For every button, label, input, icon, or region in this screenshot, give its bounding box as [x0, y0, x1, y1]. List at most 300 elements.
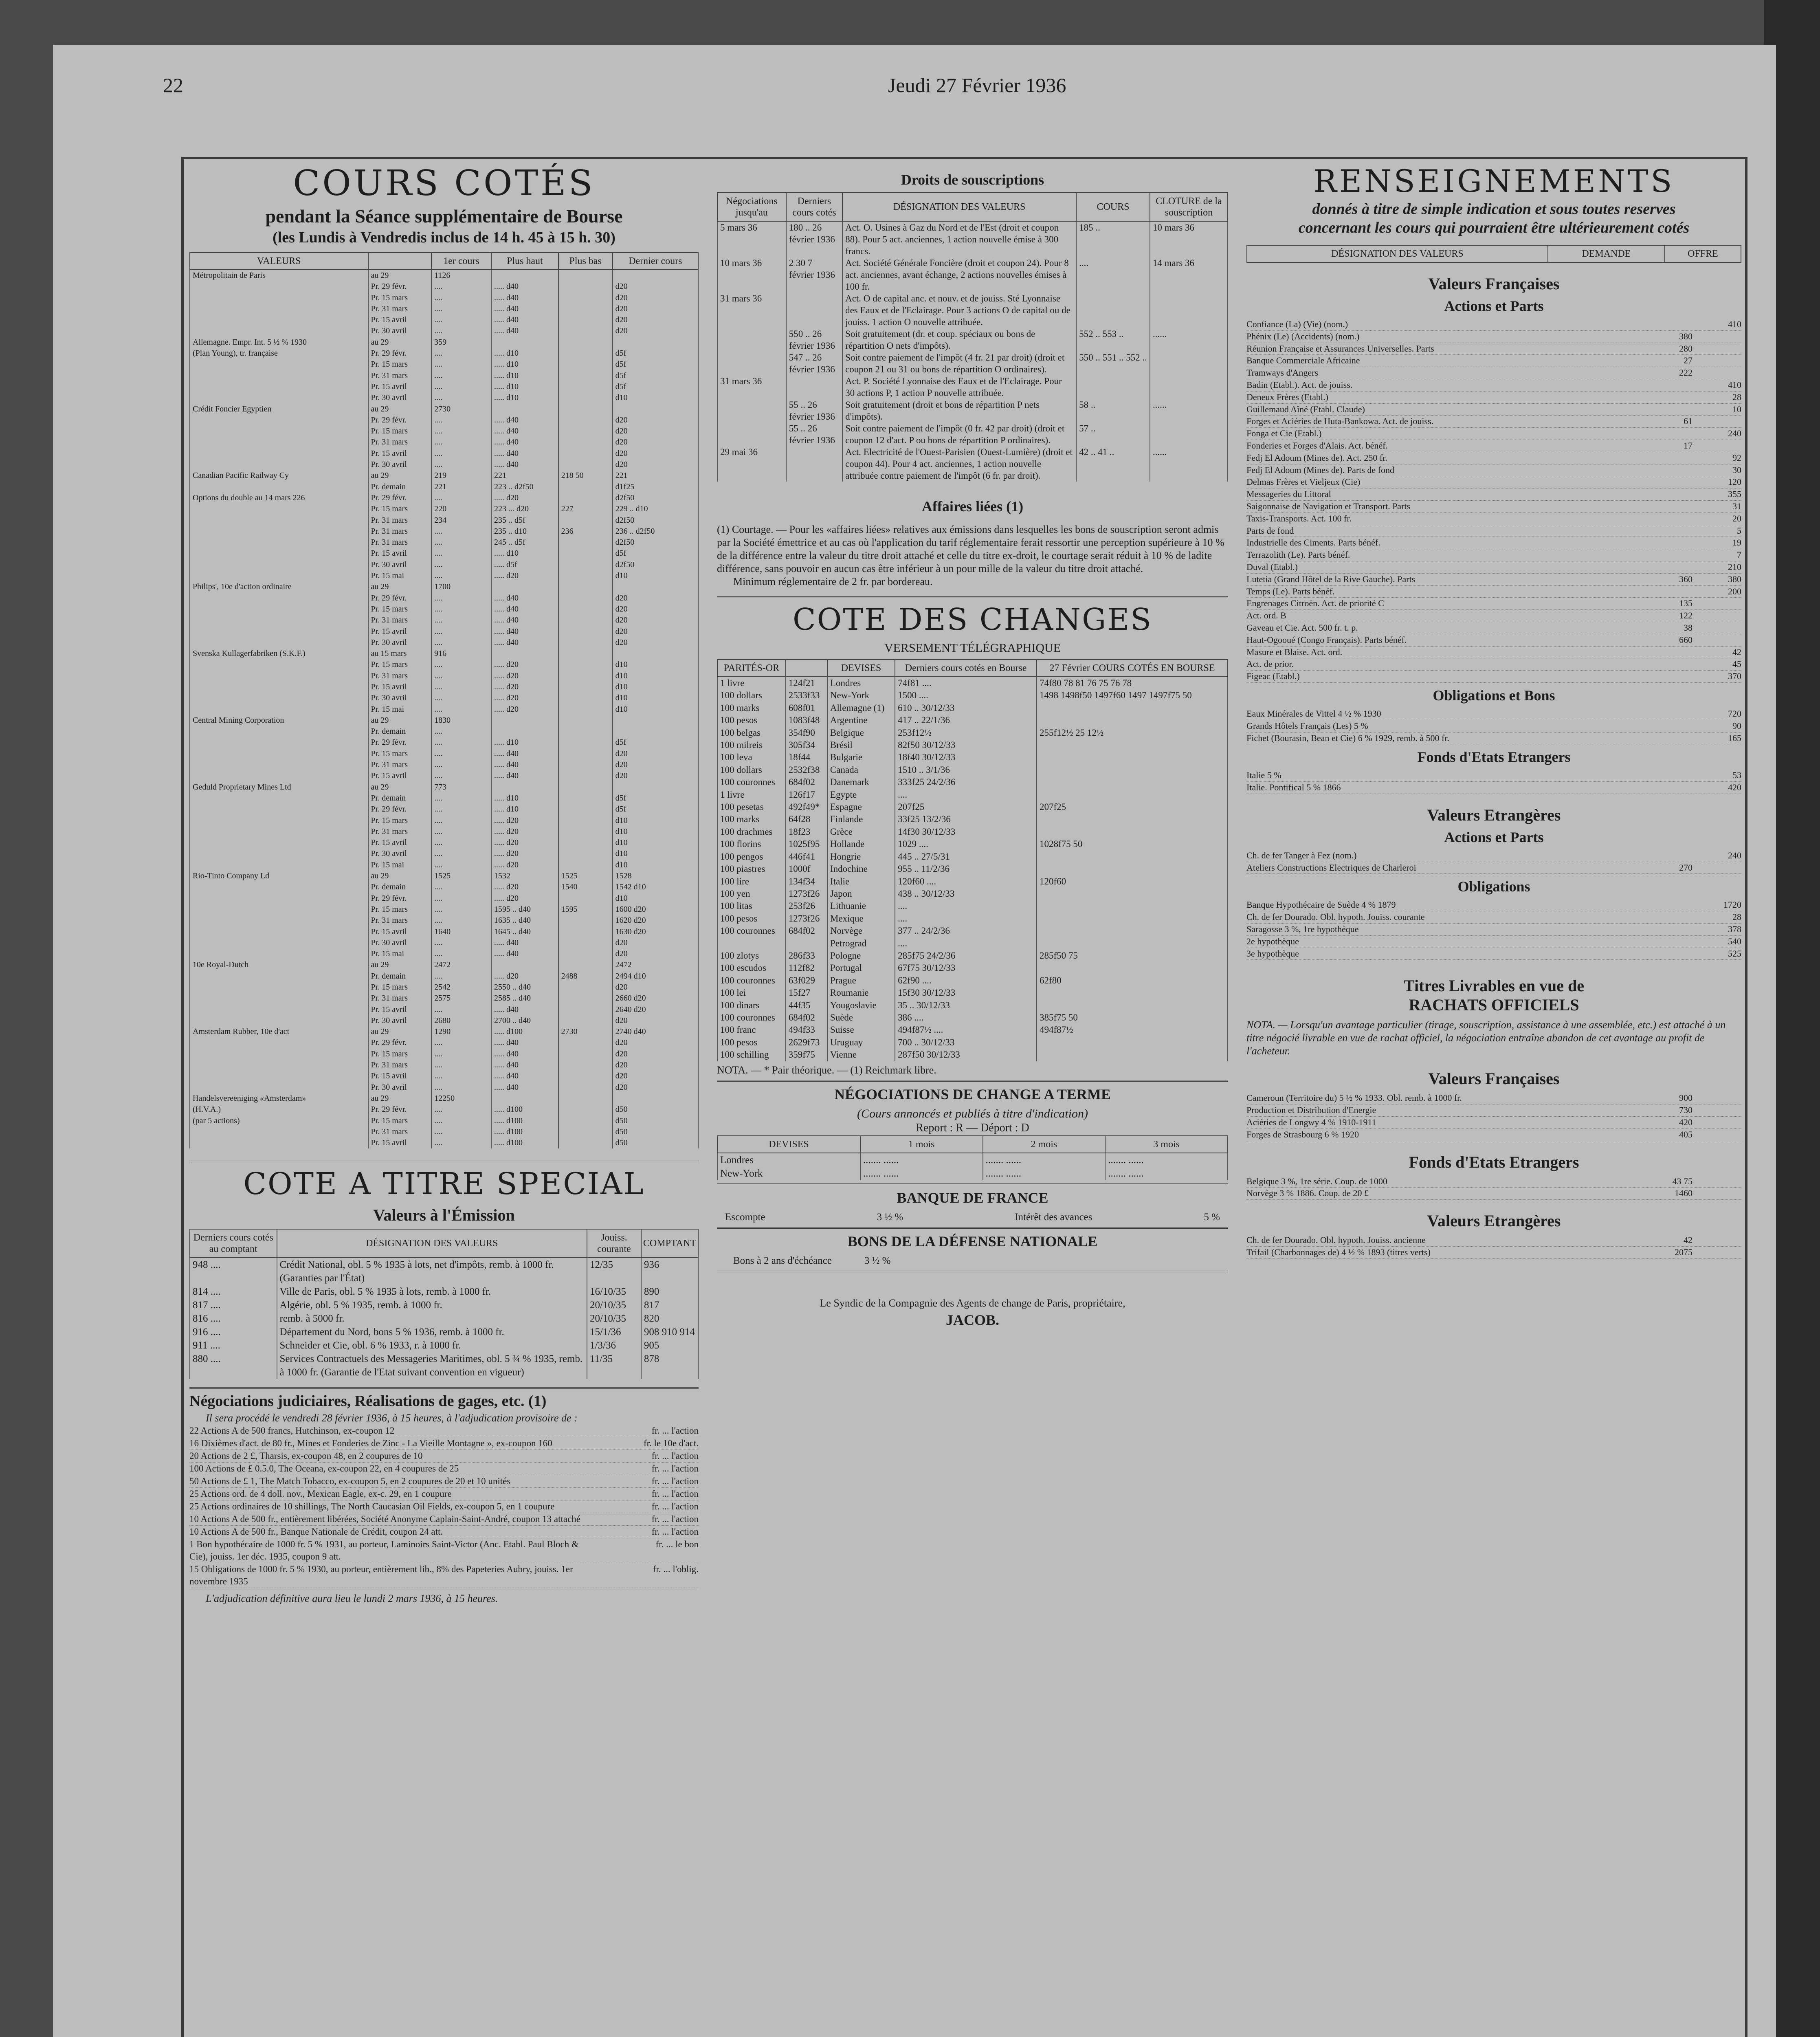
table-row	[190, 337, 698, 348]
table-cell: ....	[431, 893, 491, 904]
terme-table	[717, 1135, 1228, 1180]
table-cell: ..... d20	[491, 826, 558, 837]
table-cell: 15/1/36	[587, 1325, 641, 1339]
table-row	[190, 1312, 698, 1325]
table-cell: Pr. 31 mars	[368, 993, 432, 1004]
table-cell: 2680	[431, 1015, 491, 1026]
demande: 405	[1679, 1129, 1693, 1139]
table-cell: 1290	[431, 1026, 491, 1037]
table-row	[717, 776, 1228, 788]
signature-name: JACOB.	[945, 1311, 999, 1328]
offre: 210	[1728, 561, 1741, 572]
divider	[189, 1387, 699, 1389]
table-cell: 2700 .. d40	[491, 1015, 558, 1026]
list-item	[1246, 561, 1741, 574]
table-cell: 112f82	[786, 962, 827, 974]
table-cell: ....	[895, 900, 1037, 912]
table-cell: 100 florins	[717, 838, 786, 850]
table-cell: ..... d40	[491, 1071, 558, 1082]
table-cell	[717, 399, 786, 422]
table-cell: Argentine	[827, 714, 895, 726]
table-cell: ..... d20	[491, 570, 558, 581]
value-name: Badin (Etabl.). Act. de jouiss.	[1246, 379, 1353, 390]
list-item	[1246, 622, 1741, 634]
value-prices	[1656, 610, 1741, 622]
table-cell: 220	[431, 504, 491, 515]
column-header: DEVISES	[827, 660, 895, 677]
table-cell: 12/35	[587, 1258, 641, 1285]
table-cell: ....	[431, 1104, 491, 1115]
table-row	[717, 863, 1228, 875]
currency-cell: Londres	[717, 1153, 860, 1167]
value-name: Parts de fond	[1246, 525, 1294, 536]
value-prices	[1656, 647, 1741, 658]
value-prices	[1656, 549, 1741, 561]
table-row	[717, 1153, 1228, 1167]
table-cell: ....	[1076, 257, 1150, 293]
table-cell: au 29	[368, 270, 432, 281]
table-cell: Vienne	[827, 1049, 895, 1061]
table-cell: Pr. 31 mars	[368, 826, 432, 837]
table-cell: 1620 d20	[613, 915, 698, 926]
offre: 200	[1728, 586, 1741, 596]
table-cell: Amsterdam Rubber, 10e d'act	[190, 1026, 368, 1037]
table-cell: Soit gratuitement (droit et bons de répartition P nets d'impôts).	[842, 399, 1076, 422]
table-cell: d2f50	[613, 515, 698, 526]
offre: 378	[1728, 924, 1741, 935]
table-cell: Rio-Tinto Company Ld	[190, 871, 368, 882]
offre: 20	[1732, 513, 1741, 524]
table-cell: 100 dinars	[717, 999, 786, 1012]
demande	[1656, 452, 1693, 464]
table-row	[717, 1167, 1228, 1180]
table-cell	[558, 1060, 613, 1071]
value-name: Terrazolith (Le). Parts bénéf.	[1246, 550, 1350, 560]
table-row	[190, 937, 698, 948]
table-cell: 235 .. d10	[491, 526, 558, 537]
table-cell: 100 leva	[717, 751, 786, 763]
value-name: Eaux Minérales de Vittel 4 ½ % 1930	[1246, 708, 1381, 719]
table-cell: 2 30 7 février 1936	[786, 257, 842, 293]
value-prices	[1656, 561, 1741, 573]
value-prices	[1656, 622, 1741, 634]
table-cell: Pr. 29 févr.	[368, 737, 432, 748]
table-cell: ....	[431, 971, 491, 982]
table-cell: 100 lire	[717, 876, 786, 888]
table-cell: Suède	[827, 1012, 895, 1024]
table-cell: 5 mars 36	[717, 221, 786, 257]
table-cell	[558, 648, 613, 659]
table-row	[717, 937, 1228, 950]
table-cell: 492f49*	[786, 801, 827, 813]
table-cell: ..... d100	[491, 1026, 558, 1037]
value-name: Grands Hôtels Français (Les) 5 %	[1246, 720, 1368, 731]
table-cell	[558, 1126, 613, 1137]
table-cell	[190, 537, 368, 548]
table-cell: 916 ....	[190, 1325, 277, 1339]
table-row	[190, 726, 698, 737]
courtage-note: (1) Courtage. — Pour les «affaires liées» relatives aux émissions dans lesquelles les bons de souscription seront admis par la Société émettrice et au cas où l'application du tarif réglementaire ferait ressortir une perception supérieure à 10 % de la différence entre la valeur du titre droit attaché et celle du titre ex-droit, le courtage serait réduit à 10 % de ladite différence, sans pouvoir en aucun cas être inférieur à un pour mille de la valeur du titre droit attaché.	[717, 524, 1224, 574]
demande	[1656, 392, 1693, 403]
demande	[1656, 379, 1693, 391]
table-cell: ..... d40	[491, 759, 558, 770]
table-cell: Crédit National, obl. 5 % 1935 à lots, net d'impôts, remb. à 1000 fr. (Garanties par l'État)	[277, 1258, 587, 1285]
table-cell: Pr. 31 mars	[368, 537, 432, 548]
table-row	[190, 1049, 698, 1060]
table-cell: d20	[613, 1060, 698, 1071]
value-name: Fonderies et Forges d'Alais. Act. bénéf.	[1246, 440, 1388, 451]
list-item	[1246, 428, 1741, 440]
offre: 525	[1728, 948, 1741, 959]
table-cell: 35 .. 30/12/33	[895, 999, 1037, 1012]
offre: 19	[1732, 537, 1741, 548]
demande: 43 75	[1672, 1176, 1693, 1186]
table-cell	[190, 559, 368, 570]
table-cell: ....	[431, 793, 491, 804]
table-cell	[190, 626, 368, 637]
table-cell: d5f	[613, 804, 698, 815]
list-item	[1246, 392, 1741, 404]
table-cell: 2730	[431, 404, 491, 415]
table-cell: 1510 .. 3/1/36	[895, 764, 1037, 776]
table-row	[190, 860, 698, 871]
list-item	[1246, 355, 1741, 367]
table-cell	[558, 837, 613, 848]
item-text: 15 Obligations de 1000 fr. 5 % 1930, au porteur, entièrement lib., 8% des Papeteries Aubry, jouiss. 1er novembre 1935	[189, 1564, 573, 1587]
offre	[1705, 1188, 1741, 1199]
table-cell: d20	[613, 593, 698, 604]
table-cell: 1025f95	[786, 838, 827, 850]
table-cell	[613, 715, 698, 726]
table-cell: ....	[431, 671, 491, 682]
table-row	[190, 1026, 698, 1037]
table-cell: d20	[613, 459, 698, 470]
list-item	[1246, 513, 1741, 525]
table-cell: ..... d40	[491, 1082, 558, 1093]
table-cell	[558, 726, 613, 737]
table-cell: ....	[431, 426, 491, 437]
offre: 355	[1728, 489, 1741, 499]
table-cell: ....	[431, 315, 491, 326]
table-cell: 100 couronnes	[717, 975, 786, 987]
renseignements-title: RENSEIGNEMENTS	[1313, 163, 1675, 199]
demande	[1656, 658, 1693, 670]
table-cell: d20	[613, 281, 698, 292]
list-item	[189, 1500, 699, 1513]
table-cell	[190, 526, 368, 537]
table-row	[190, 882, 698, 893]
table-row	[717, 851, 1228, 863]
table-cell: 234	[431, 515, 491, 526]
value-prices	[1656, 770, 1741, 781]
table-row	[717, 999, 1228, 1012]
table-cell	[190, 659, 368, 670]
table-cell: 31 mars 36	[717, 375, 786, 399]
table-row	[190, 392, 698, 403]
list-item	[1246, 440, 1741, 452]
banque-rates	[717, 1210, 1228, 1224]
table-row	[190, 848, 698, 859]
list-item	[1246, 525, 1741, 537]
list-item	[1246, 367, 1741, 379]
table-row	[717, 826, 1228, 838]
column-header	[368, 253, 432, 270]
value-prices	[1656, 1188, 1741, 1199]
table-cell: ..... d40	[491, 770, 558, 781]
table-cell	[190, 415, 368, 426]
table-row	[717, 1012, 1228, 1024]
offre	[1705, 355, 1741, 367]
table-cell: 1525	[431, 871, 491, 882]
table-cell: d1f25	[613, 482, 698, 493]
table-cell: 120f60	[1037, 876, 1228, 888]
table-row	[190, 570, 698, 581]
table-cell	[190, 971, 368, 982]
table-row	[190, 904, 698, 915]
table-cell: ..... d40	[491, 615, 558, 626]
column-header: Derniers cours cotés en Bourse	[895, 660, 1037, 677]
list-item	[1246, 488, 1741, 501]
table-cell	[558, 381, 613, 392]
list-item	[1246, 598, 1741, 610]
table-cell: ....	[431, 848, 491, 859]
table-cell: 221	[431, 482, 491, 493]
table-cell	[1037, 826, 1228, 838]
table-cell	[1076, 375, 1150, 399]
item-text: 50 Actions de £ 1, The Match Tobacco, ex-coupon 5, en 2 coupures de 20 et 10 unités	[189, 1476, 511, 1487]
value-name: Figeac (Etabl.)	[1246, 671, 1300, 682]
table-cell: d10	[613, 659, 698, 670]
list-item	[189, 1563, 699, 1588]
table-cell: ....	[431, 682, 491, 693]
table-row	[190, 1082, 698, 1093]
value-prices	[1656, 1092, 1741, 1104]
table-cell: ..... d40	[491, 448, 558, 459]
divider	[717, 596, 1228, 598]
table-cell: 58 ..	[1076, 399, 1150, 422]
table-cell	[558, 926, 613, 937]
table-cell: ....	[431, 526, 491, 537]
table-cell	[190, 926, 368, 937]
table-row	[190, 1004, 698, 1015]
table-cell: d50	[613, 1126, 698, 1137]
table-cell: d2f50	[613, 493, 698, 504]
table-cell: 700 .. 30/12/33	[895, 1036, 1037, 1049]
table-cell: Belgique	[827, 727, 895, 739]
table-cell	[190, 815, 368, 826]
item-price: fr. ... l'action	[651, 1425, 699, 1436]
table-cell: 62f80	[1037, 975, 1228, 987]
table-cell: 221	[491, 470, 558, 481]
section-title: Valeurs Françaises	[1428, 1069, 1560, 1088]
table-row	[190, 315, 698, 326]
item-price: fr. ... l'action	[651, 1501, 699, 1512]
table-cell: Pr. 15 avril	[368, 448, 432, 459]
table-cell: ..... d40	[491, 437, 558, 448]
table-cell: d20	[613, 1037, 698, 1048]
table-cell	[558, 982, 613, 993]
table-cell: Indochine	[827, 863, 895, 875]
demande	[1656, 501, 1693, 513]
table-cell: Pr. 15 mai	[368, 570, 432, 581]
table-cell: Pr. 15 mars	[368, 659, 432, 670]
table-cell: Ville de Paris, obl. 5 % 1935 à lots, remb. à 1000 fr.	[277, 1285, 587, 1298]
table-cell: Lithuanie	[827, 900, 895, 912]
table-cell: Pr. 15 avril	[368, 626, 432, 637]
value-prices	[1656, 476, 1741, 488]
table-cell: 1595	[558, 904, 613, 915]
table-row	[190, 982, 698, 993]
table-cell: Pr. 29 févr.	[368, 804, 432, 815]
table-cell	[558, 715, 613, 726]
table-row	[190, 1137, 698, 1148]
value-prices	[1656, 936, 1741, 948]
table-cell: ....	[431, 904, 491, 915]
table-cell: Pr. 29 févr.	[368, 348, 432, 359]
demande: 420	[1679, 1117, 1693, 1128]
demande: 222	[1679, 367, 1693, 378]
table-cell: 2575	[431, 993, 491, 1004]
table-row	[190, 504, 698, 515]
table-cell: Pr. demain	[368, 971, 432, 982]
table-cell	[558, 959, 613, 970]
table-cell: ....	[431, 604, 491, 615]
page-date: Jeudi 27 Février 1936	[888, 74, 1066, 97]
table-row	[190, 893, 698, 904]
offre: 30	[1732, 464, 1741, 475]
table-cell: ..... d10	[491, 737, 558, 748]
table-cell: d5f	[613, 348, 698, 359]
value-prices	[1656, 586, 1741, 598]
table-row	[190, 293, 698, 304]
table-cell	[190, 1004, 368, 1015]
table-cell: ....	[895, 913, 1037, 925]
table-cell: Pr. 31 mars	[368, 437, 432, 448]
table-cell: d20	[613, 304, 698, 315]
table-cell	[190, 671, 368, 682]
table-cell: 377 .. 24/2/36	[895, 925, 1037, 937]
table-cell: Pr. 29 févr.	[368, 1037, 432, 1048]
table-row	[717, 789, 1228, 801]
value-prices	[1656, 1176, 1741, 1188]
section-subtitle: Actions et Parts	[1444, 298, 1544, 314]
offre: 5	[1737, 525, 1741, 536]
table-cell	[558, 559, 613, 570]
table-cell: Soit contre paiement de l'impôt (4 fr. 21 par droit) (droit et coupon 21 ou 31 ou bons de répartition O ordinaires).	[842, 352, 1076, 375]
table-cell	[190, 293, 368, 304]
table-cell: 359	[431, 337, 491, 348]
table-cell: d20	[613, 982, 698, 993]
column-header: 1er cours	[431, 253, 491, 270]
offre: 10	[1732, 404, 1741, 414]
item-text: 20 Actions de 2 £, Tharsis, ex-coupon 48, en 2 coupures de 10	[189, 1451, 423, 1461]
table-cell: ....	[431, 1037, 491, 1048]
table-cell: 100 couronnes	[717, 1012, 786, 1024]
table-cell: ....	[431, 293, 491, 304]
table-cell: Italie	[827, 876, 895, 888]
value-name: Trifail (Charbonnages de) 4 ½ % 1893 (titres verts)	[1246, 1247, 1431, 1258]
offre: 45	[1732, 659, 1741, 669]
value-name: Messageries du Littoral	[1246, 489, 1331, 499]
table-cell: 120f60 ....	[895, 876, 1037, 888]
section-title: Valeurs Etrangères	[1427, 1212, 1561, 1230]
empty-cell: ....... ......	[1105, 1167, 1228, 1180]
terme-subtitle: (Cours annoncés et publiés à titre d'indication)	[857, 1106, 1088, 1120]
table-cell: 12250	[431, 1093, 491, 1104]
table-row	[190, 381, 698, 392]
table-cell: ..... d40	[491, 415, 558, 426]
table-cell	[1037, 987, 1228, 999]
bons-title: BONS DE LA DÉFENSE NATIONALE	[847, 1233, 1098, 1249]
table-cell	[190, 704, 368, 715]
table-cell: Pr. 15 mars	[368, 982, 432, 993]
column-header: OFFRE	[1665, 245, 1741, 262]
table-cell: Pr. 30 avril	[368, 1015, 432, 1026]
table-cell	[558, 537, 613, 548]
table-row	[190, 1126, 698, 1137]
table-cell	[558, 615, 613, 626]
table-cell: Espagne	[827, 801, 895, 813]
demande: 135	[1679, 598, 1693, 609]
value-prices	[1656, 948, 1741, 960]
table-row	[190, 793, 698, 804]
value-prices	[1656, 513, 1741, 525]
offre	[1705, 598, 1741, 609]
table-cell	[1037, 863, 1228, 875]
table-row	[190, 437, 698, 448]
demande: 27	[1684, 355, 1693, 366]
table-cell: ..... d100	[491, 1126, 558, 1137]
table-cell: 67f75 30/12/33	[895, 962, 1037, 974]
table-cell	[190, 304, 368, 315]
table-cell	[717, 422, 786, 446]
value-prices	[1656, 343, 1741, 355]
demande	[1656, 936, 1693, 948]
value-prices	[1656, 319, 1741, 330]
table-cell	[190, 548, 368, 559]
table-cell: 100 drachmes	[717, 826, 786, 838]
table-cell: d20	[613, 293, 698, 304]
table-cell: 286f33	[786, 950, 827, 962]
table-row	[190, 693, 698, 704]
value-prices	[1656, 488, 1741, 500]
table-cell: 905	[641, 1339, 698, 1352]
table-cell	[1037, 751, 1228, 763]
value-name: Tramways d'Angers	[1246, 367, 1319, 378]
table-cell: Act. O. Usines à Gaz du Nord et de l'Est (droit et coupon 88). Pour 5 act. anciennes, 1 action nouvelle émise à 300 francs.	[842, 221, 1076, 257]
table-row	[717, 962, 1228, 974]
table-cell	[558, 370, 613, 381]
column-header: Jouiss. courante	[587, 1229, 641, 1258]
table-cell: Pr. 15 mars	[368, 293, 432, 304]
table-cell	[190, 693, 368, 704]
cours-cotes-title: COURS COTÉS	[293, 163, 595, 204]
table-cell: ....	[431, 1137, 491, 1148]
divider	[189, 1161, 699, 1162]
value-name: Banque Commerciale Africaine	[1246, 355, 1360, 366]
table-cell: ..... d20	[491, 704, 558, 715]
table-cell: 445 .. 27/5/31	[895, 851, 1037, 863]
table-cell: ....	[431, 637, 491, 648]
table-cell: Pr. 15 mars	[368, 748, 432, 759]
column-header: 2 mois	[983, 1136, 1106, 1153]
table-cell: 880 ....	[190, 1352, 277, 1379]
table-cell	[1037, 739, 1228, 751]
table-row	[190, 1285, 698, 1298]
table-cell: 2585 .. d40	[491, 993, 558, 1004]
table-cell: Pr. 15 mars	[368, 1049, 432, 1060]
table-row	[190, 1093, 698, 1104]
